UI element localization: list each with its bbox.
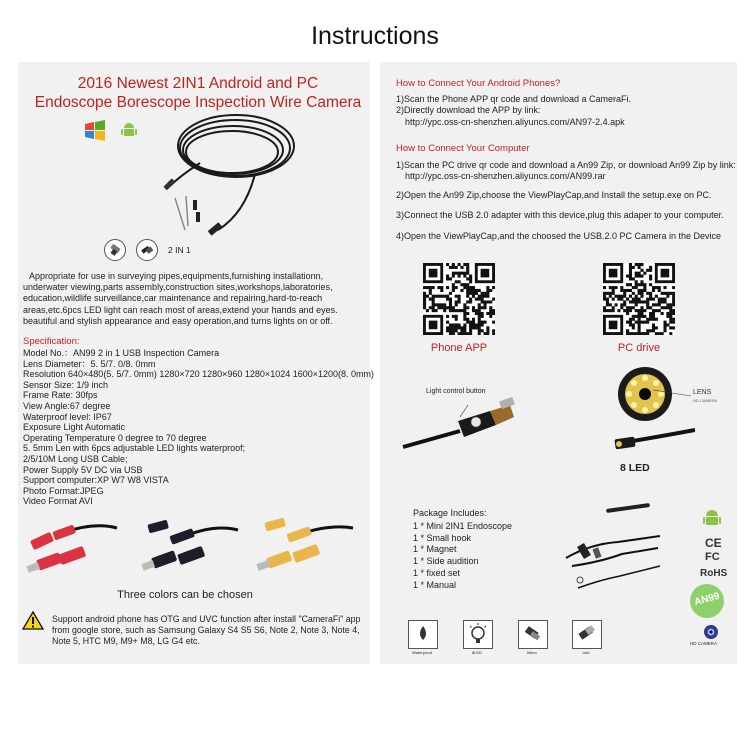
package-item: 1 * Side audition: [413, 556, 479, 567]
endoscope-device-image: [398, 395, 526, 457]
computer-step: 4)Open the ViewPlayCap,and the choosed the USB.2.0 PC Camera in the Device: [396, 231, 722, 241]
apk-download-link[interactable]: http://ypc.oss-cn-shenzhen.aliyuncs.com/AN97-2.4.apk: [405, 116, 625, 127]
red-endoscope-variant-image: [25, 514, 120, 582]
light-control-button-label: Light control button: [426, 388, 486, 395]
led-count-label: 8 LED: [620, 462, 650, 474]
package-item: 1 * fixed set: [413, 567, 461, 578]
computer-connect-heading: How to Connect Your Computer: [396, 143, 530, 154]
spec-item: Exposure Light Automatic: [23, 422, 126, 433]
spec-item: Waterproof level: IP67: [23, 411, 112, 422]
waterproof-feature-icon: [408, 620, 438, 649]
spec-item: Sensor Size: 1/9 inch: [23, 379, 109, 390]
spec-item: 2/5/10M Long USB Cable;: [23, 453, 128, 464]
micro-feature-icon: [518, 620, 548, 649]
usb-plug-icon: [104, 239, 126, 261]
spec-item: Support computer:XP W7 W8 VISTA: [23, 475, 169, 486]
warning-icon: [22, 611, 44, 630]
package-list: [413, 521, 512, 591]
spec-item: View Angle:67 degree: [23, 400, 111, 411]
pc-drive-label: PC drive: [617, 342, 661, 354]
product-title-line1: 2016 Newest 2IN1 Android and PC: [77, 75, 319, 92]
computer-step-text: 1)Scan the PC drive qr code and download a An99 Zip, or download An99 Zip by link:: [396, 160, 736, 170]
package-item: 1 * Small hook: [413, 532, 472, 543]
spec-list: [23, 348, 375, 507]
hd-camera-icon: [703, 624, 719, 640]
endoscope-cable-image: [160, 108, 295, 238]
intro-paragraph: Appropriate for use in surveying pipes,equipments,furnishing installationn, underwater viewing,parts assembly,construction sites,workshops,laboratories, education,wildlife surveillance,car maintenance and repairing,hard-to-reach areas,etc.6pcs LED light can reach most of areas,extend your hands and eyes. beautiful and stylish appearance and easy operation,and turns lights on or off.: [23, 271, 338, 326]
product-title-line2: Endoscope Borescope Inspection Wire Camera: [34, 94, 362, 111]
computer-step: 2)Open the An99 Zip,choose the ViewPlayCap,and Install the setup.exe on PC.: [396, 190, 712, 200]
pc-drive-qr-code[interactable]: [603, 263, 675, 335]
spec-item: Power Supply 5V DC via USB: [23, 464, 143, 475]
package-heading: Package Includes:: [413, 508, 487, 518]
usb-feature-icon: [572, 620, 602, 649]
android-connect-heading: How to Connect Your Android Phones?: [396, 78, 561, 89]
computer-step: [396, 160, 736, 182]
lens-sublabel: HD CAMERA: [693, 398, 718, 403]
usb-feature-label: Usb: [582, 650, 590, 655]
spec-item: Resolution 640×480(5. 5/7. 0mm) 1280×720 1280×960 1280×1024 1600×1200(8. 0mm): [23, 369, 375, 380]
zip-download-link[interactable]: http://ypc.oss-cn-shenzhen.aliyuncs.com/AN99.rar: [405, 171, 606, 181]
an99-badge-text: AN99: [693, 590, 721, 609]
led-feature-label: 8LED: [471, 650, 482, 655]
page-title: Instructions: [311, 22, 439, 50]
black-endoscope-variant-image: [140, 514, 240, 582]
badge-2in1: 2 IN 1: [168, 245, 191, 255]
package-item: 1 * Manual: [413, 579, 457, 590]
colors-caption: Three colors can be chosen: [117, 589, 253, 601]
fcc-mark: FC: [705, 551, 720, 563]
accessories-image: [560, 500, 670, 600]
compatibility-note: Support android phone has OTG and UVC function after install "CameraFi" app from google store, such as Samsung Galaxy S4 S5 S6, Note 2, Note 3, Note 4, Note 5, HTC M9, M9+ M8, LG G4 etc.: [52, 614, 361, 646]
led-lens-closeup-image: [603, 364, 695, 469]
phone-app-qr-code[interactable]: [423, 263, 495, 335]
rohs-mark: RoHS: [700, 568, 728, 579]
micro-usb-plug-icon: [136, 239, 158, 261]
gold-endoscope-variant-image: [255, 514, 355, 582]
an99-badge: [690, 584, 724, 618]
hd-camera-label: HD CAMERA: [690, 641, 718, 646]
windows-logo-icon: [84, 120, 106, 142]
spec-item: Video Format AVI: [23, 496, 93, 507]
android-step: 2)Directly download the APP by link:: [396, 105, 541, 116]
android-step: 1)Scan the Phone APP qr code and download a CameraFi.: [396, 94, 631, 104]
spec-item: Frame Rate: 30fps: [23, 390, 98, 401]
package-item: 1 * Mini 2IN1 Endoscope: [413, 521, 513, 531]
spec-item: Operating Temperature 0 degree to 70 degree: [23, 432, 207, 443]
spec-heading: Specification:: [23, 336, 80, 347]
android-connect-steps: [396, 94, 631, 128]
waterproof-feature-label: Waterproof: [412, 650, 432, 655]
package-item: 1 * Magnet: [413, 544, 457, 555]
computer-step: 3)Connect the USB 2.0 adapter with this device,plug this adaper to your computer.: [396, 210, 724, 220]
android-cert-icon: [703, 508, 721, 528]
spec-item: Photo Format:JPEG: [23, 485, 104, 496]
product-title: [28, 74, 368, 112]
micro-feature-label: Micro: [527, 650, 537, 655]
lens-label: LENS: [693, 389, 712, 396]
phone-app-label: Phone APP: [430, 342, 488, 354]
led-feature-icon: [463, 620, 493, 649]
android-logo-icon: [121, 121, 137, 139]
spec-item: 5. 5mm Len with 6pcs adjustable LED lights waterproof;: [23, 443, 246, 454]
spec-item: Model No.：AN99 2 in 1 USB Inspection Camera: [23, 348, 220, 358]
ce-mark: CE: [705, 536, 722, 550]
spec-item: Lens Diameter：5. 5/7. 0/8. 0mm: [23, 358, 156, 369]
